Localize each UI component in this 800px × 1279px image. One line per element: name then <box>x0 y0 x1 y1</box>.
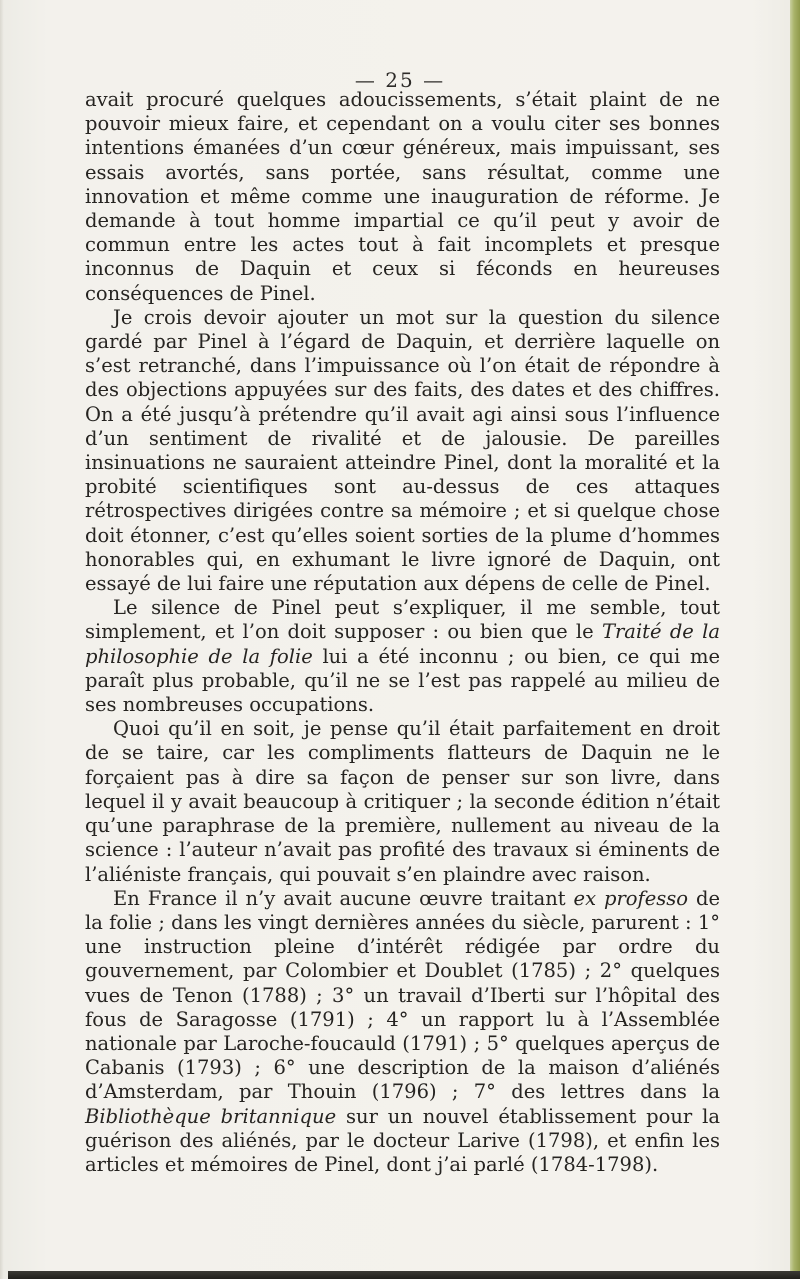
paragraph-text: En France il n’y avait aucune œuvre traitant <box>113 886 574 910</box>
page-bottom-edge <box>8 1271 800 1279</box>
body-text <box>85 88 720 1177</box>
book-title-italic: Traité de la philosophie de la folie <box>85 620 720 668</box>
paragraph-5 <box>85 887 720 1177</box>
paragraph-text: Le silence de Pinel peut s’expliquer, il me semble, tout simplement, et l’on doit supposer : ou bien que le <box>85 596 720 644</box>
paragraph-3 <box>85 596 720 717</box>
page-number: — 25 — <box>354 68 446 92</box>
paragraph-4 <box>85 717 720 886</box>
paragraph-text: lui a été inconnu ; ou bien, ce qui me paraît plus probable, qu’il ne se l’est pas rappelé au milieu de ses nombreuses occupations. <box>85 644 720 717</box>
paragraph-text: sur un nouvel établissement pour la guérison des aliénés, par le docteur Larive (1798), et enfin les articles et mémoires de Pinel, dont j’ai parlé (1784-1798). <box>85 1104 720 1176</box>
page-left-edge <box>0 0 4 1279</box>
paragraph-2 <box>85 306 720 596</box>
paragraph-text: de la folie ; dans les vingt dernières années du siècle, parurent : 1° une instruction pleine d’intérêt rédigée par ordre du gouvernement, par Colombier et Doublet (1785) ; 2° quelques vues de Tenon (1788) ; 3° un travail d’Iberti sur l’hôpital des fous de Saragosse (1791) ; 4° un rapport lu à l’Assemblée nationale par Laroche-foucauld (1791) ; 5° quelques aperçus de Cabanis (1793) ; 6° une description de la maison d’aliénés d’Amsterdam, par Thouin (1796) ; 7° des lettres dans la <box>85 886 720 1104</box>
journal-title-italic: Bibliothèque britannique <box>85 1104 337 1128</box>
paragraph-1 <box>85 88 720 306</box>
latin-phrase-italic: ex professo <box>573 886 689 910</box>
paragraph-text: avait procuré quelques adoucissements, s’était plaint de ne pouvoir mieux faire, et cependant on a voulu citer ses bonnes intentions émanées d’un cœur généreux, mais impuissant, ses essais avortés, sans portée, sans résultat, comme une innovation et même comme une inauguration de réforme. Je demande à tout homme impartial ce qu’il peut y avoir de commun entre les actes tout à fait incomplets et presque inconnus de Daquin et ceux si féconds en heureuses conséquences de Pinel. <box>85 88 720 305</box>
paragraph-text: Quoi qu’il en soit, je pense qu’il était parfaitement en droit de se taire, car les compliments flatteurs de Daquin ne le forçaient pas à dire sa façon de penser sur son livre, dans lequel il y avait beaucoup à critiquer ; la seconde édition n’était qu’une paraphrase de la première, nullement au niveau de la science : l’auteur n’avait pas profité des travaux si éminents de l’aliéniste français, qui pouvait s’en plaindre avec raison. <box>85 717 720 886</box>
paragraph-text: Je crois devoir ajouter un mot sur la question du silence gardé par Pinel à l’égard de Daquin, et derrière laquelle on s’est retranché, dans l’impuissance où l’on était de répondre à des objections appuyées sur des faits, des dates et des chiffres. On a été jusqu’à prétendre qu’il avait agi ainsi sous l’influence d’un sentiment de rivalité et de jalousie. De pareilles insinuations ne sauraient atteindre Pinel, dont la moralité et la probité scientifiques sont au-dessus de ces attaques rétrospectives dirigées contre sa mémoire ; et si quelque chose doit étonner, c’est qu’elles soient sorties de la plume d’hommes honorables qui, en exhumant le livre ignoré de Daquin, ont essayé de lui faire une réputation aux dépens de celle de Pinel. <box>85 305 720 596</box>
page-right-edge <box>790 0 800 1279</box>
